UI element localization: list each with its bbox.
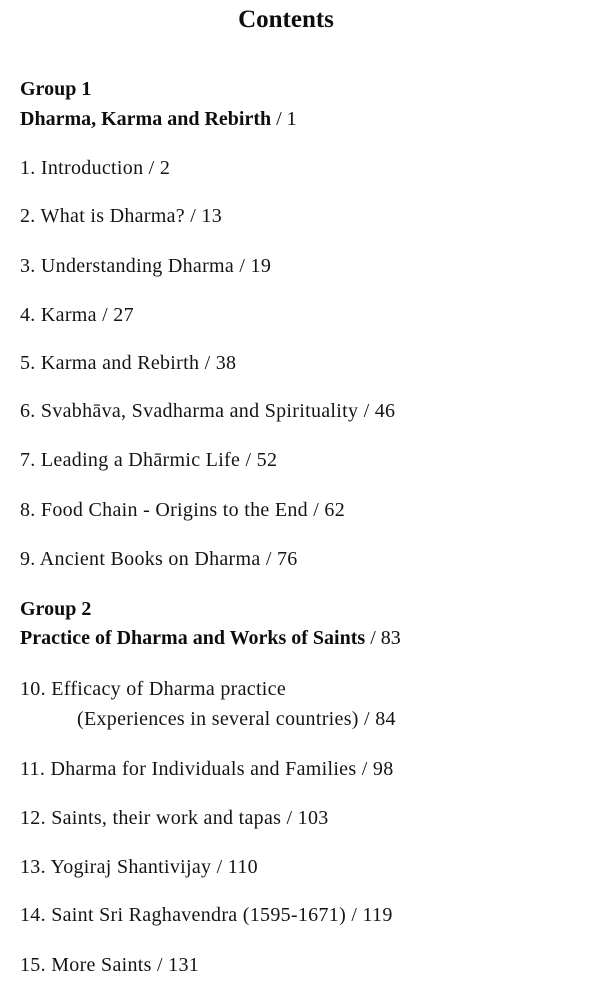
group-2-label: Group 2 <box>20 598 92 620</box>
toc-entry-14[interactable]: 14. Saint Sri Raghavendra (1595-1671) / 119 <box>20 904 393 926</box>
toc-entry-2[interactable]: 2. What is Dharma? / 13 <box>20 205 223 227</box>
toc-entry-10-title: 10. Efficacy of Dharma practice <box>20 678 287 700</box>
group-1-heading-page: / 1 <box>276 108 297 130</box>
toc-entry-11[interactable]: 11. Dharma for Individuals and Families / 98 <box>20 758 394 780</box>
toc-entry-7[interactable]: 7. Leading a Dhārmic Life / 52 <box>20 449 278 471</box>
toc-entry-5[interactable]: 5. Karma and Rebirth / 38 <box>20 352 237 374</box>
toc-entry-3[interactable]: 3. Understanding Dharma / 19 <box>20 255 272 277</box>
toc-entry-13[interactable]: 13. Yogiraj Shantivijay / 110 <box>20 856 258 878</box>
group-1-heading-title: Dharma, Karma and Rebirth <box>20 108 272 130</box>
toc-entry-8[interactable]: 8. Food Chain - Origins to the End / 62 <box>20 499 346 521</box>
toc-entry-12[interactable]: 12. Saints, their work and tapas / 103 <box>20 807 329 829</box>
toc-entry-1[interactable]: 1. Introduction / 2 <box>20 157 171 179</box>
page-title: Contents <box>238 6 334 33</box>
toc-entry-10-continuation: (Experiences in several countries) / 84 <box>77 708 396 730</box>
toc-entry-9[interactable]: 9. Ancient Books on Dharma / 76 <box>20 548 298 570</box>
group-2-heading-title: Practice of Dharma and Works of Saints <box>20 627 366 649</box>
group-2-heading <box>20 625 401 651</box>
toc-entry-15[interactable]: 15. More Saints / 131 <box>20 954 200 976</box>
toc-entry-4[interactable]: 4. Karma / 27 <box>20 304 134 326</box>
group-1-heading <box>20 106 297 132</box>
toc-entry-10[interactable] <box>20 676 396 732</box>
group-2-heading-page: / 83 <box>370 627 401 649</box>
toc-entry-6[interactable]: 6. Svabhāva, Svadharma and Spirituality / 46 <box>20 400 396 422</box>
group-1-label: Group 1 <box>20 78 92 100</box>
